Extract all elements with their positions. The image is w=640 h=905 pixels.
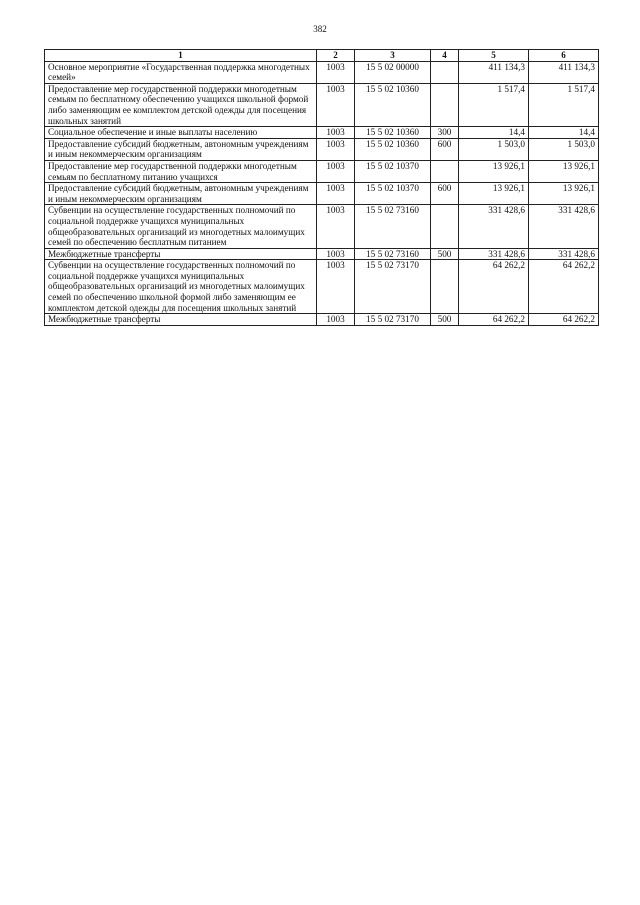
row-amount-1: 13 926,1 [459,160,529,182]
row-expense-type: 500 [431,314,459,326]
row-name: Предоставление субсидий бюджетным, автономным учреждениям и иным некоммерческим организациям [45,183,317,205]
row-amount-2: 64 262,2 [529,314,599,326]
budget-table [44,49,599,326]
row-name: Предоставление мер государственной поддержки многодетным семьям по бесплатному питанию учащихся [45,160,317,182]
table-row [45,183,599,205]
row-amount-2: 1 503,0 [529,138,599,160]
row-target-code: 15 5 02 10360 [355,138,431,160]
row-target-code: 15 5 02 73170 [355,314,431,326]
row-target-code: 15 5 02 73170 [355,260,431,314]
table-row [45,205,599,248]
table-row [45,260,599,314]
row-name: Основное мероприятие «Государственная поддержка многодетных семей» [45,61,317,83]
row-expense-type: 500 [431,248,459,260]
row-amount-1: 411 134,3 [459,61,529,83]
row-amount-2: 411 134,3 [529,61,599,83]
row-name: Субвенции на осуществление государственных полномочий по социальной поддержке учащихся муниципальных общеобразовательных организаций из многодетных малоимущих семей по обеспечению школьной формой либо заменяющим ее комплектом детской одежды для посещения школьных занятий [45,260,317,314]
row-amount-1: 64 262,2 [459,314,529,326]
row-amount-2: 13 926,1 [529,183,599,205]
row-amount-1: 13 926,1 [459,183,529,205]
table-row [45,61,599,83]
row-name: Предоставление субсидий бюджетным, автономным учреждениям и иным некоммерческим организациям [45,138,317,160]
row-section-code: 1003 [317,61,355,83]
row-section-code: 1003 [317,314,355,326]
column-header-2: 2 [317,50,355,62]
row-amount-1: 331 428,6 [459,248,529,260]
column-header-1: 1 [45,50,317,62]
row-section-code: 1003 [317,83,355,126]
column-header-4: 4 [431,50,459,62]
row-amount-2: 14,4 [529,127,599,139]
row-target-code: 15 5 02 73160 [355,205,431,248]
row-name: Субвенции на осуществление государственных полномочий по социальной поддержке учащихся муниципальных общеобразовательных организаций из многодетных малоимущих семей по обеспечению бесплатным питанием [45,205,317,248]
row-expense-type [431,83,459,126]
row-amount-2: 331 428,6 [529,248,599,260]
row-amount-2: 13 926,1 [529,160,599,182]
row-section-code: 1003 [317,138,355,160]
row-expense-type [431,160,459,182]
column-header-5: 5 [459,50,529,62]
row-amount-2: 331 428,6 [529,205,599,248]
row-target-code: 15 5 02 10360 [355,127,431,139]
table-row [45,127,599,139]
table-row [45,248,599,260]
row-expense-type: 300 [431,127,459,139]
row-amount-1: 1 503,0 [459,138,529,160]
row-expense-type: 600 [431,138,459,160]
column-header-3: 3 [355,50,431,62]
row-expense-type [431,260,459,314]
table-row [45,83,599,126]
row-amount-1: 14,4 [459,127,529,139]
row-section-code: 1003 [317,260,355,314]
row-amount-1: 64 262,2 [459,260,529,314]
header-row [45,50,599,62]
row-expense-type: 600 [431,183,459,205]
row-amount-2: 64 262,2 [529,260,599,314]
page-number: 382 [313,24,327,34]
row-amount-1: 331 428,6 [459,205,529,248]
row-amount-1: 1 517,4 [459,83,529,126]
row-amount-2: 1 517,4 [529,83,599,126]
row-target-code: 15 5 02 10370 [355,160,431,182]
row-section-code: 1003 [317,127,355,139]
row-expense-type [431,61,459,83]
row-name: Межбюджетные трансферты [45,248,317,260]
row-target-code: 15 5 02 10370 [355,183,431,205]
row-name: Предоставление мер государственной поддержки многодетным семьям по бесплатному обеспечению учащихся школьной формой либо заменяющим ее комплектом детской одежды для посещения школьных занятий [45,83,317,126]
row-section-code: 1003 [317,248,355,260]
row-name: Межбюджетные трансферты [45,314,317,326]
row-section-code: 1003 [317,205,355,248]
table-row [45,160,599,182]
column-header-6: 6 [529,50,599,62]
row-section-code: 1003 [317,160,355,182]
table-row [45,314,599,326]
row-target-code: 15 5 02 10360 [355,83,431,126]
row-target-code: 15 5 02 00000 [355,61,431,83]
row-target-code: 15 5 02 73160 [355,248,431,260]
row-name: Социальное обеспечение и иные выплаты населению [45,127,317,139]
row-expense-type [431,205,459,248]
row-section-code: 1003 [317,183,355,205]
table-row [45,138,599,160]
